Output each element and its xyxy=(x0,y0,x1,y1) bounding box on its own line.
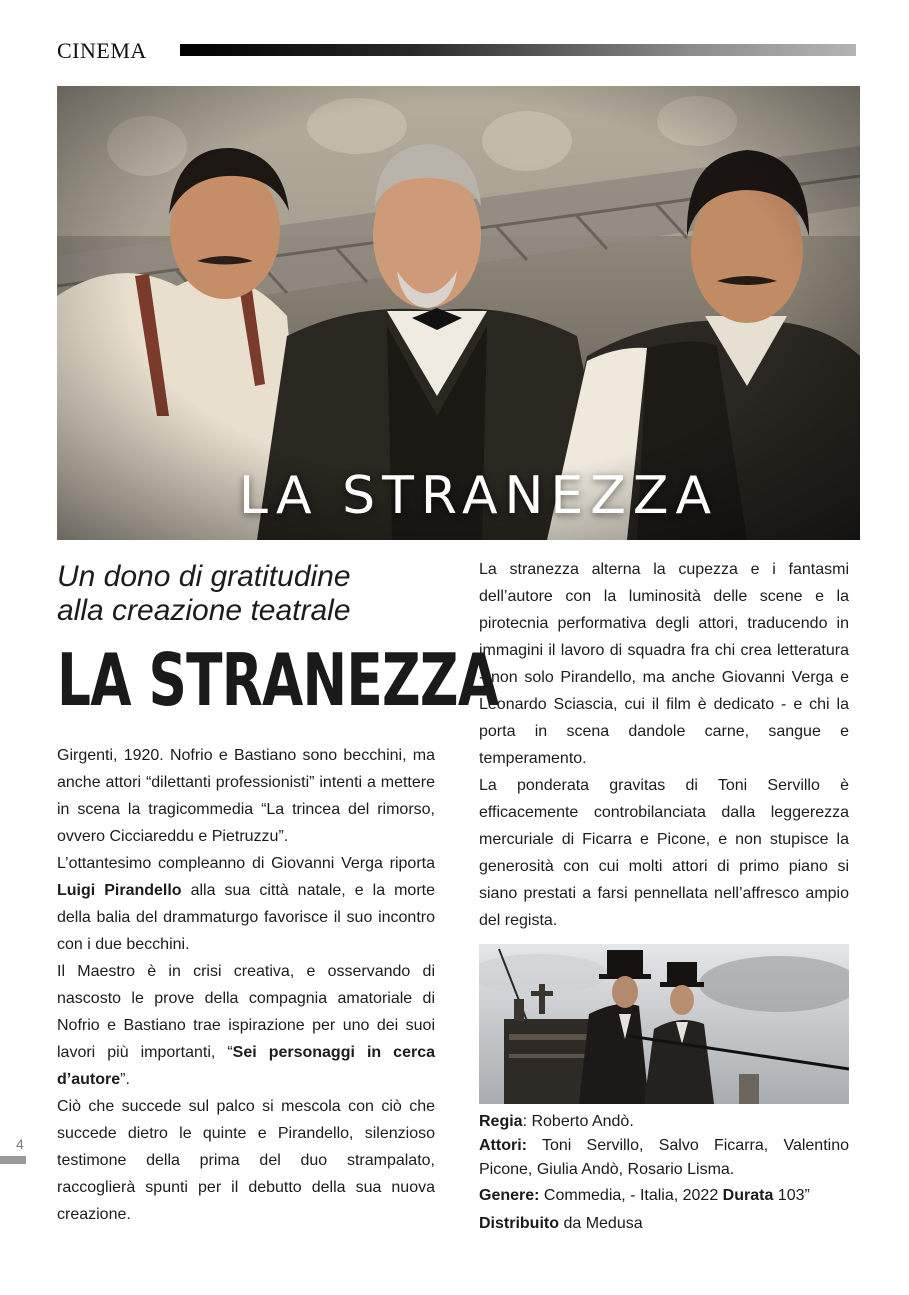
paragraph: La ponderata gravitas di Toni Servillo è efficacemente controbilanciata dalla leggerezza mercuriale di Ficarra e Picone, e non stupisce la generosità con cui molti attori di primo piano si siano prestati a farsi pennellata nell’affresco ampio del regista. xyxy=(479,777,849,929)
text-run: ”. xyxy=(120,1071,130,1088)
paragraph: Ciò che succede sul palco si mescola con ciò che succede dietro le quinte e Pirandello, silenzioso testimone della prima del duo strampalato, raccoglierà spunti per il debutto della sua nuova creazione. xyxy=(57,1098,435,1223)
headline-block xyxy=(57,560,499,722)
left-column-text xyxy=(57,742,435,1228)
credit-distribuito xyxy=(479,1212,849,1236)
hero-title-overlay: LA STRANEZZA xyxy=(238,466,719,526)
carriage-photo-illustration xyxy=(479,944,849,1104)
credit-value: 103” xyxy=(773,1187,810,1204)
paragraph: La stranezza alterna la cupezza e i fantasmi dell’autore con la luminosità delle scene e la pirotecnia performativa degli attori, traducendo in immagini il lavoro di squadra fra chi crea letteratura - non solo Pirandello, ma anche Giovanni Verga e Leonardo Sciascia, cui il film è dedicato - e chi la porta in scena dandole carne, sangue e temperamento. xyxy=(479,561,849,767)
film-credits xyxy=(479,1110,849,1236)
bold-title: Sei personaggi in cerca d’autore xyxy=(57,1044,435,1088)
page-number: 4 xyxy=(16,1136,24,1152)
right-column-text xyxy=(479,556,849,934)
page-number-bar xyxy=(0,1156,26,1164)
subtitle-line-1: Un dono di gratitudine xyxy=(57,560,351,593)
credit-regia xyxy=(479,1110,849,1134)
article-headline: LA STRANEZZA xyxy=(57,638,499,722)
section-rule xyxy=(180,44,856,56)
credit-label: Genere: xyxy=(479,1187,540,1204)
section-label: CINEMA xyxy=(57,38,147,63)
text-run: Il Maestro è in crisi creativa, e osservando di nascosto le prove della compagnia amatoriale di Nofrio e Bastiano trae ispirazione per uno dei suoi lavori più importanti, “ xyxy=(57,963,435,1061)
credit-value: da Medusa xyxy=(559,1215,643,1232)
credit-genere xyxy=(479,1184,849,1208)
paragraph xyxy=(57,958,435,1093)
credit-label: Regia xyxy=(479,1113,523,1130)
credit-label: Distribuito xyxy=(479,1215,559,1232)
paragraph xyxy=(57,850,435,958)
paragraph: Girgenti, 1920. Nofrio e Bastiano sono becchini, ma anche attori “dilettanti professionisti” intenti a mettere in scena la tragicommedia “La trincea del rimorso, ovvero Cicciareddu e Pietruzzu”. xyxy=(57,747,435,845)
subtitle-line-2: alla creazione teatrale xyxy=(57,594,351,627)
secondary-photo xyxy=(479,944,849,1104)
credit-value: Toni Servillo, Salvo Ficarra, Valentino Picone, Giulia Andò, Rosario Lisma. xyxy=(479,1137,849,1178)
hero-image xyxy=(57,86,860,540)
credit-value: Commedia, - Italia, 2022 xyxy=(539,1187,723,1204)
article-subtitle xyxy=(57,560,435,628)
credit-label: Attori: xyxy=(479,1137,527,1154)
credit-value: : Roberto Andò. xyxy=(522,1113,634,1130)
credit-attori xyxy=(479,1134,849,1182)
text-run: L’ottantesimo compleanno di Giovanni Verga riporta xyxy=(57,855,435,872)
bold-name: Luigi Pirandello xyxy=(57,882,182,899)
text-run: alla sua città natale, e la morte della balia del drammaturgo favorisce il suo incontro con i due becchini. xyxy=(57,882,435,953)
credit-label: Durata xyxy=(722,1187,774,1204)
